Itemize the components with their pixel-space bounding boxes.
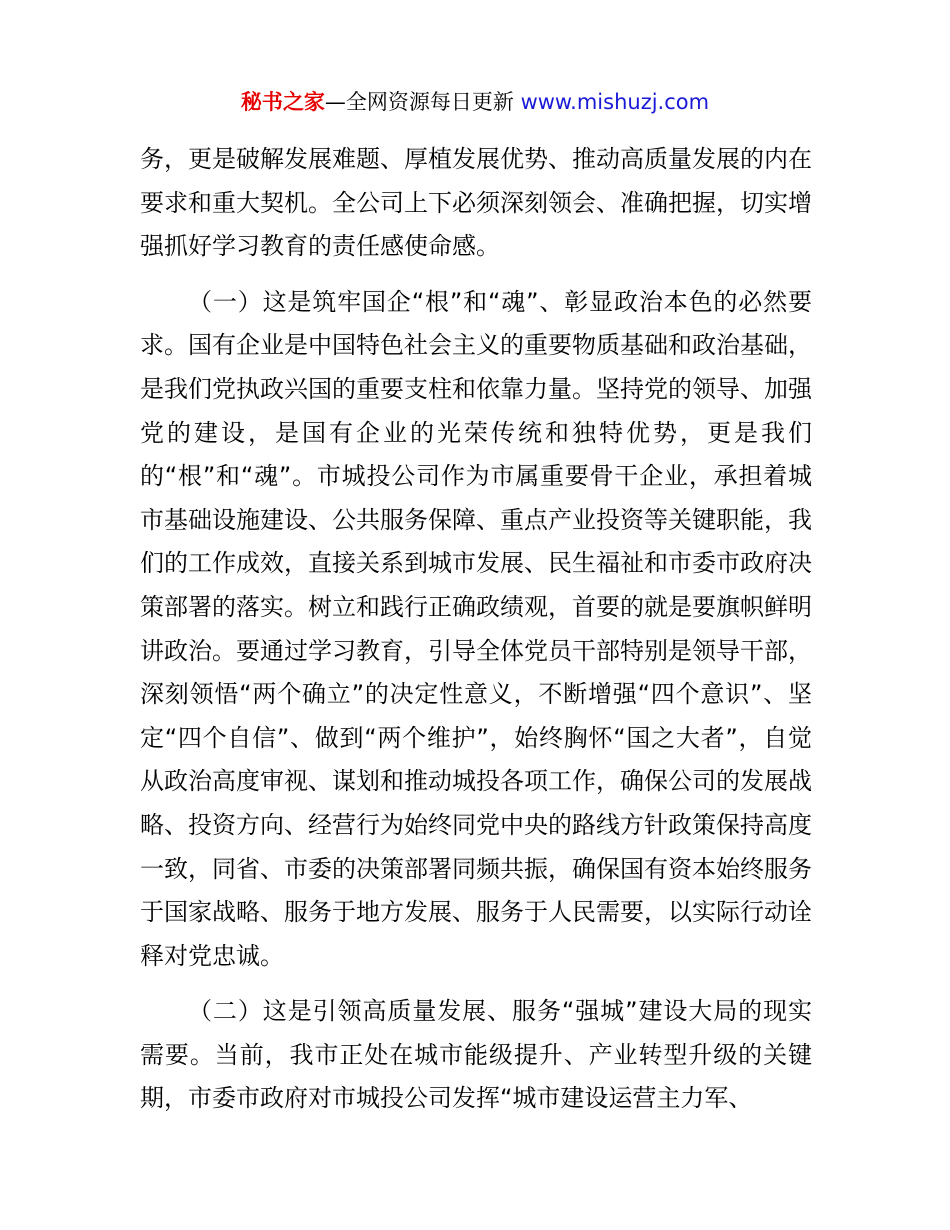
document-body	[140, 138, 812, 1133]
paragraph-section-two: （二）这是引领高质量发展、服务“强城”建设大局的现实需要。当前，我市正处在城市能级提升、产业转型升级的关键期，市委市政府对市城投公司发挥“城市建设运营主力军、	[140, 997, 812, 1113]
site-tagline: —全网资源每日更新	[324, 90, 514, 114]
site-brand: 秘书之家	[240, 90, 325, 114]
site-header	[0, 88, 950, 116]
paragraph-section-one: （一）这是筑牢国企“根”和“魂”、彰显政治本色的必然要求。国有企业是中国特色社会主义的重要物质基础和政治基础，是我们党执政兴国的重要支柱和依靠力量。坚持党的领导、加强党的建设，是国有企业的光荣传统和独特优势，更是我们的“根”和“魂”。市城投公司作为市属重要骨干企业，承担着城市基础设施建设、公共服务保障、重点产业投资等关键职能，我们的工作成效，直接关系到城市发展、民生福祉和市委市政府决策部署的落实。树立和践行正确政绩观，首要的就是要旗帜鲜明讲政治。要通过学习教育，引导全体党员干部特别是领导干部，深刻领悟“两个确立”的决定性意义，不断增强“四个意识”、坚定“四个自信”、做到“两个维护”，始终胸怀“国之大者”，自觉从政治高度审视、谋划和推动城投各项工作，确保公司的发展战略、投资方向、经营行为始终同党中央的路线方针政策保持高度一致，同省、市委的决策部署同频共振，确保国有资本始终服务于国家战略、服务于地方发展、服务于人民需要，以实际行动诠释对党忠诚。	[140, 287, 812, 970]
site-url-link[interactable]: www.mishuzj.com	[520, 90, 710, 114]
paragraph-continuation: 务，更是破解发展难题、厚植发展优势、推动高质量发展的内在要求和重大契机。全公司上下必须深刻领会、准确把握，切实增强抓好学习教育的责任感使命感。	[140, 145, 812, 261]
